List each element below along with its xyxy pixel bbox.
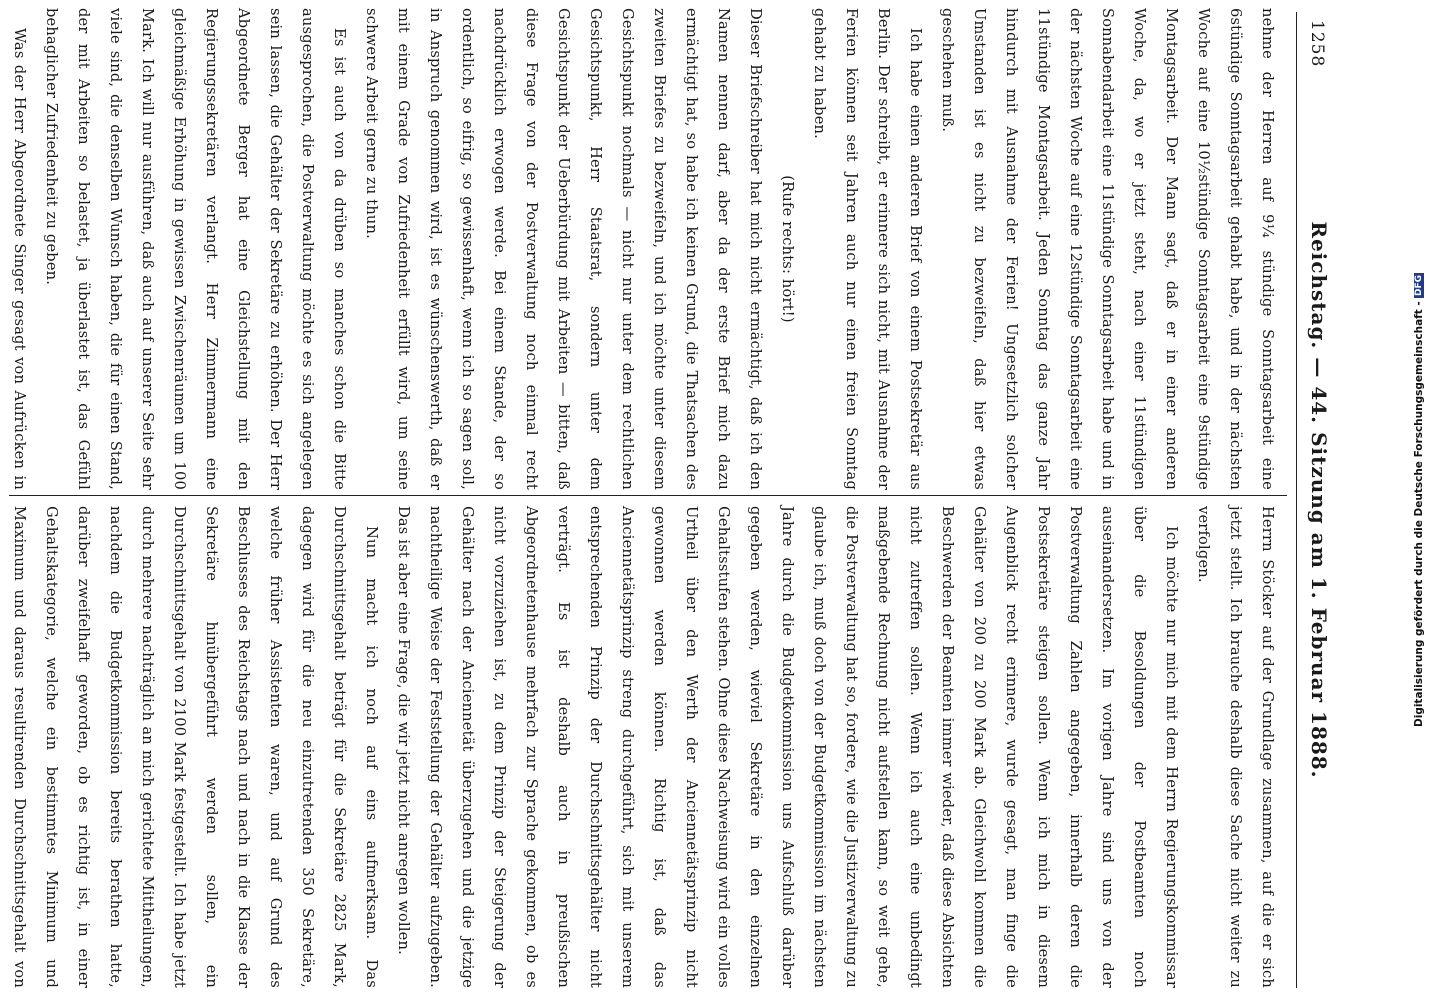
page-title: Reichstag. — 44. Sitzung am 1. Februar 1888. xyxy=(1307,221,1331,779)
header-rule xyxy=(1296,12,1297,988)
paragraph-text: nehme der Herren auf 9¼ stündige Sonntagsarbeit eine 6stündige Sonntagsarbeit gehabt habe, und in der nächsten Woche auf eine 10½stündige Sonntagsarbeit eine 9stündige Montagsarbeit. Der Mann sagt, daß er in einer anderen Woche, da, wo er jetzt steht, nach einer 11stündigen Sonnabendarbeit eine 11stündige Sonntagsarbeit habe und in der nächsten Woche auf eine 12stündige Sonntagsarbeit eine 11stündige Montagsarbeit. Jeden Sonntag das ganze Jahr hindurch mit Ausnahme der Ferien! Ungesetzlich solcher Umstanden ist es nicht zu bezweifeln, daß hier etwas geschehen muß. xyxy=(939,8,1276,490)
paragraph xyxy=(931,8,1283,490)
paragraph xyxy=(387,506,1187,988)
right-column xyxy=(13,506,1283,988)
paragraph-text: (Rufe rechts: hört!) xyxy=(779,175,796,323)
paragraph xyxy=(355,8,771,490)
paragraph-text: Dieser Briefschreiber hat mich nicht ermächtigt, daß ich den Namen nennen darf, aber da der erste Brief mich dazu ermächtigt hat, so habe ich keinen Grund, die Thatsachen des zweiten Briefes zu bezweifeln, und ich möchte unter diesem Gesichtspunkt nochmals — nicht nur unter dem rechtlichen Gesichtspunkt, Herr Staatsrat, sondern unter dem Gesichtspunkt der Ueberbürdung mit Arbeiten — bitten, daß diese Frage von der Postverwaltung noch einmal recht nachdrücklich erwogen werde. Bei einem Stande, der so ordentlich, so eifrig, so gewissenhaft, wenn ich so sagen soll, in Anspruch genommen wird, ist es wünschenswerth, daß er mit einem Grade von Zufriedenheit erfüllt wird, um seine schwere Arbeit gerne zu thun. xyxy=(363,8,764,490)
left-column xyxy=(13,8,1283,490)
dfg-funding-note xyxy=(1413,8,1427,992)
paragraph-text: Herrn Stöcker auf der Grundlage zusammen, auf die er sich jetzt stellt. Ich brauche deshalb diese Sache nicht weiter zu verfolgen. xyxy=(1195,506,1276,988)
dfg-logo: DFG xyxy=(1414,274,1424,296)
paragraph-text: Es ist auch von da drüben so manches schon die Bitte ausgesprochen, die Postverwaltung möchte es sich angelegen sein lassen, die Gehälter der Sekretäre zu erhöhen. Der Herr Abgeordnete Berger hat eine Gleichstellung mit den Regierungssekretären verlangt. Herr Zimmermann eine gleichmäßige Erhöhung in gewissen Zwischenräumen um 100 Mark. Ich will nur ausführen, daß auch auf unserer Seite sehr viele sind, die denselben Wunsch haben, die für einen Stand, der mit Arbeiten so belastet, ja überlastet ist, das Gefühl behaglicher Zufriedenheit zu geben. xyxy=(43,8,348,490)
paragraph xyxy=(35,8,355,490)
page-header xyxy=(1285,0,1345,1000)
paragraph xyxy=(0,8,35,490)
column-divider xyxy=(9,495,1287,496)
paragraph xyxy=(803,8,931,490)
paragraph xyxy=(1187,506,1283,988)
paragraph xyxy=(0,506,387,988)
paragraph-text: Ich habe einen anderen Brief von einem Postsekretär aus Berlin. Der schreibt, er erinnere sich nicht, mit Ausnahme der Ferien können seit Jahren auch nur einen freien Sonntag gehabt zu haben. xyxy=(811,8,924,490)
paragraph-text: Nun macht ich noch auf eins aufmerksam. Das Durchschnittsgehalt beträgt für die Sekretäre 2825 Mark, dagegen wird für die neu einzutretenden 350 Sekretäre, welche früher Assistenten waren, und auf Grund des Beschlusses des Reichstags nach und nach in die Klasse der Sekretäre hinübergeführt werden sollen, ein Durchschnittsgehalt von 2100 Mark festgestellt. Ich habe jetzt durch mehrere nachträglich an mich gerichtete Mittheilungen, nachdem die Budgetkommission bereits berathen hatte, darüber zweifelhaft geworden, ob es richtig ist, in einer Gehaltskategorie, welche ein bestimmtes Minimum und Maximum und daraus resultirenden Durchschnittsgehalt von xyxy=(11,506,380,988)
page-number: 1258 xyxy=(1307,20,1327,68)
dfg-funding-text: Digitalisierung gefördert durch die Deutsche Forschungsgemeinschaft - xyxy=(1413,301,1425,728)
paragraph-text: Ich möchte nur mich mit dem Herrn Regierungskommissar über die Besoldungen der Postbeamten noch auseinandersetzen. Im vorigen Jahre sind uns von der Postverwaltung Zahlen angegeben, innerhalb deren die Postsekretäre steigen sollen. Wenn ich mich in diesem Augenblick recht erinnere, wurde gesagt, man finge die Gehälter von 200 zu 200 Mark ab. Gleichwohl kommen die Beschwerden der Beamten immer wieder, daß diese Absichten nicht zutreffen sollen. Wenn ich auch eine unbedingt maßgebende Rechnung nicht aufstellen kann, so weit gehe, die Postverwaltung hat so, fordere, wie die Justizverwaltung zu glaube ich, muß doch von der Budgetkommission im nächsten Jahre durch die Budgetkommission uns Aufschluß darüber gegeben werden, wieviel Sekretäre in den einzelnen Gehaltsstufen stehen. Ohne diese Nachweisung wird ein volles Urtheil über den Werth der Anciennetätsprinzip nicht gewonnen werden können. Richtig ist, daß das Anciennetätsprinzip streng durchgeführt, sich mit unserem entsprechenden Prinzip der Durchschnittsgehälter nicht verträgt. Es ist deshalb auch in preußischen Abgeordnetenhause mehrfach zur Sprache gekommen, ob es nicht vorzuziehen ist, zu dem Prinzip der Steigerung der Gehälter nach der Anciennetät überzugehen und die jetzige nachtheilige Weise der Feststellung der Gehälter aufzugeben. Das ist aber eine Frage, die wir jetzt nicht anregen wollen. xyxy=(395,506,1180,988)
paragraph-text: Was der Herr Abgeordnete Singer gesagt von Aufrücken in xyxy=(11,28,28,490)
paragraph xyxy=(771,8,803,490)
